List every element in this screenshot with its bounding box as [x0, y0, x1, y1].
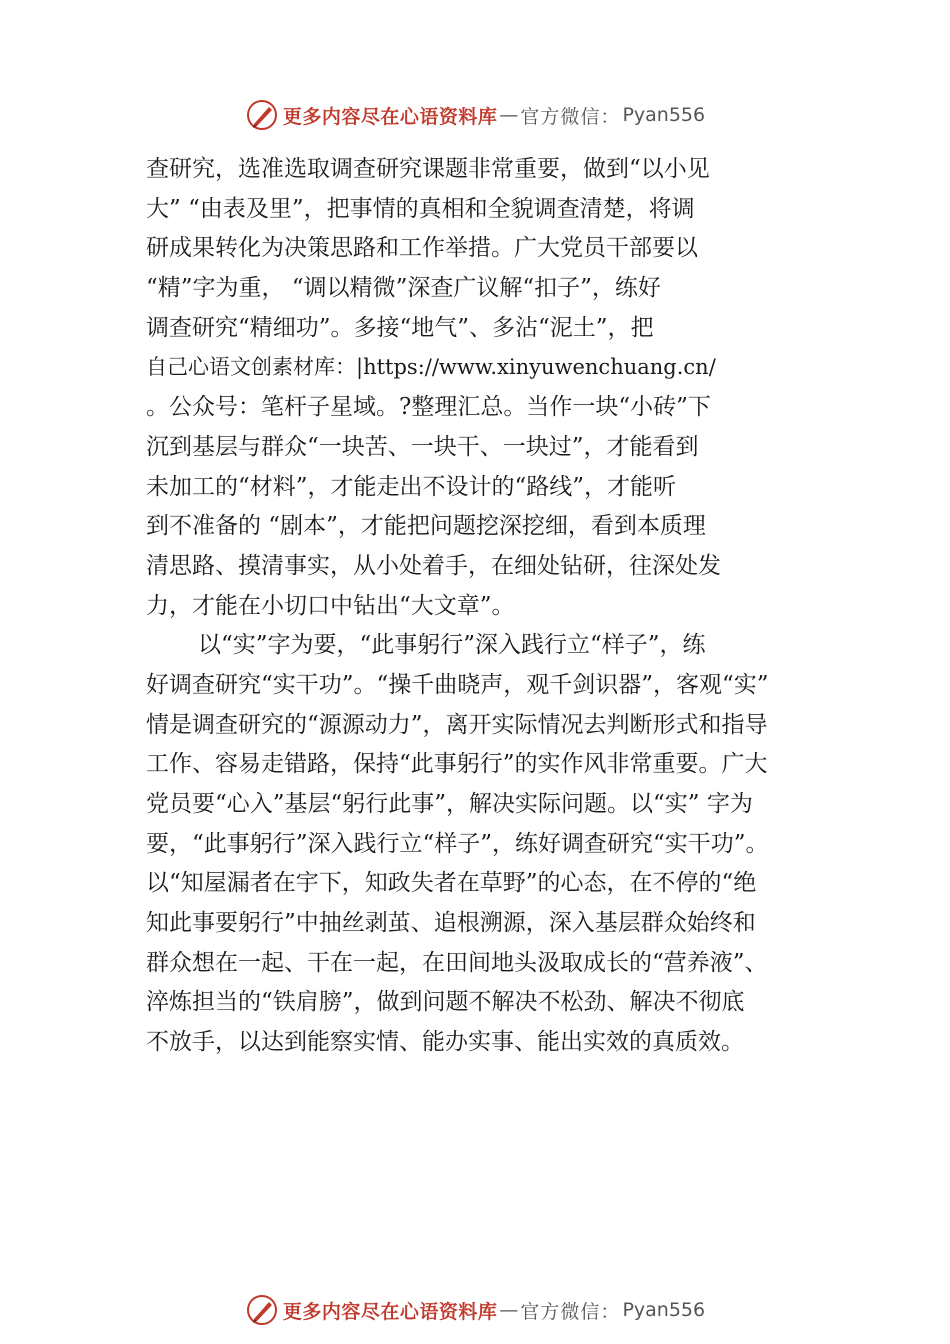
body-line: 不放手，以达到能察实情、能办实事、能出实效的真质效。 [146, 1029, 744, 1056]
body-line: 淬炼担当的“铁肩膀”，做到问题不解决不松劲、解决不彻底 [146, 989, 745, 1016]
banner-separator: — [499, 104, 519, 126]
document-body [146, 150, 826, 1063]
body-line: 研成果转化为决策思路和工作举措。广大党员干部要以 [146, 235, 698, 262]
body-line: 查研究，选准选取调查研究课题非常重要，做到“以小见 [146, 156, 710, 182]
body-line: 。公众号：笔杆子星域。?整理汇总。当作一块“小砖”下 [146, 394, 711, 421]
body-line: 调查研究“精细功”。多接“地气”、多沾“泥土”，把 [146, 314, 654, 341]
banner-separator: — [499, 1299, 519, 1321]
header-banner [0, 95, 950, 135]
banner-brand: 更多内容尽在心语资料库 [282, 1300, 498, 1323]
body-line: 未加工的“材料”，才能走出不设计的“路线”，才能听 [146, 473, 677, 500]
body-line: 力，才能在小切口中钻出“大文章”。 [146, 592, 515, 619]
banner-wechat-id: Pyan556 [622, 1299, 706, 1321]
footer-banner [0, 1290, 950, 1330]
body-line: 好调查研究“实干功”。“操千曲晓声，观千剑识器”，客观“实” [146, 671, 769, 698]
banner-brand: 更多内容尽在心语资料库 [282, 105, 498, 128]
banner-wechat-label: 官方微信： [520, 105, 621, 128]
body-line: 沉到基层与群众“一块苦、一块干、一块过”，才能看到 [146, 433, 699, 460]
body-line: 清思路、摸清事实，从小处着手，在细处钻研，往深处发 [146, 552, 721, 579]
body-line: 党员要“心入”基层“躬行此事”，解决实际问题。以“实” 字为 [146, 791, 753, 817]
body-line: “精”字为重， “调以精微”深查广议解“扣子”，练好 [146, 275, 661, 302]
banner-wechat-label: 官方微信： [520, 1300, 621, 1323]
pen-logo-icon [245, 1293, 279, 1327]
body-line-url: 自己心语文创素材库：|https://www.xinyuwenchuang.cn/ [146, 355, 716, 380]
body-line: 到不准备的 “剧本”，才能把问题挖深挖细，看到本质理 [146, 513, 706, 540]
body-line: 以“知屋漏者在宇下，知政失者在草野”的心态，在不停的“绝 [146, 870, 757, 897]
banner-wechat-id: Pyan556 [622, 104, 706, 126]
body-line: 大” “由表及里”，把事情的真相和全貌调查清楚，将调 [146, 195, 695, 222]
body-line: 情是调查研究的“源源动力”，离开实际情况去判断形式和指导 [146, 711, 768, 738]
body-line: 要，“此事躬行”深入践行立“样子”，练好调查研究“实干功”。 [146, 830, 769, 857]
paragraph-start-line: 以“实”字为要，“此事躬行”深入践行立“样子”，练 [198, 632, 706, 659]
body-line: 群众想在一起、干在一起，在田间地头汲取成长的“营养液”、 [146, 949, 768, 976]
body-line: 工作、容易走错路，保持“此事躬行”的实作风非常重要。广大 [146, 751, 768, 778]
body-line: 知此事要躬行”中抽丝剥茧、追根溯源，深入基层群众始终和 [146, 910, 756, 937]
pen-logo-icon [245, 98, 279, 132]
